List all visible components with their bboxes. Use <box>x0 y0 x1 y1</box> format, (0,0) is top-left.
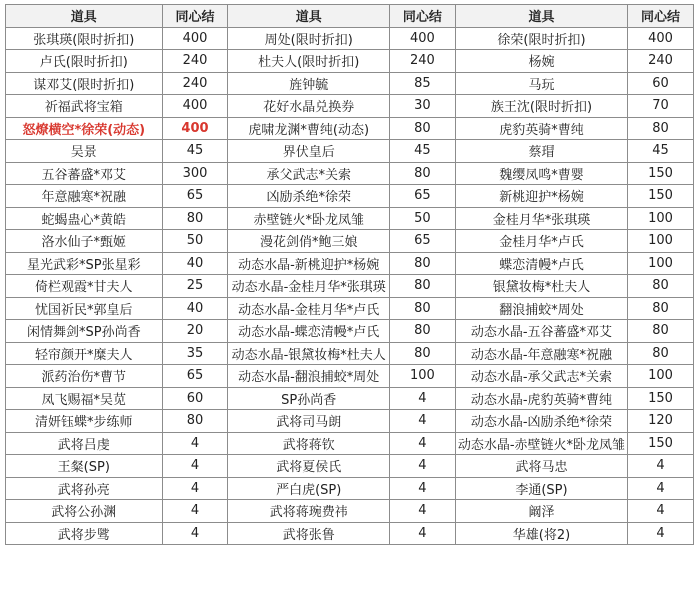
item-name-cell: 年意融寒*祝融 <box>6 185 163 208</box>
item-name-cell: 武将步骘 <box>6 522 163 545</box>
item-name-cell: 动态水晶-赤壁链火*卧龙凤雏 <box>455 432 627 455</box>
item-name-cell: 动态水晶-银黛妆梅*杜夫人 <box>228 342 390 365</box>
item-name-cell: 倚栏观霞*甘夫人 <box>6 275 163 298</box>
item-name-cell: 金桂月华*张琪瑛 <box>455 207 627 230</box>
table-row <box>6 365 694 388</box>
item-name-cell: 动态水晶-虎豹英骑*曹纯 <box>455 387 627 410</box>
item-cost-cell: 80 <box>389 117 455 140</box>
item-name-cell: 轻帘颜开*糜夫人 <box>6 342 163 365</box>
item-cost-cell: 25 <box>162 275 228 298</box>
item-name-cell: 五谷蕃盛*邓艾 <box>6 162 163 185</box>
item-cost-cell: 100 <box>628 365 694 388</box>
item-name-cell: 武将张鲁 <box>228 522 390 545</box>
table-row <box>6 387 694 410</box>
table-row <box>6 95 694 118</box>
item-name-cell: 动态水晶-翻浪捕蛟*周处 <box>228 365 390 388</box>
item-cost-cell: 4 <box>389 455 455 478</box>
item-cost-cell: 400 <box>162 95 228 118</box>
item-name-cell: 承父武志*关索 <box>228 162 390 185</box>
item-name-cell: 杨婉 <box>455 50 627 73</box>
item-name-cell: 怒燎横空*徐荣(动态) <box>6 117 163 140</box>
item-cost-cell: 80 <box>389 320 455 343</box>
item-name-cell: 漫花剑俏*鲍三娘 <box>228 230 390 253</box>
header-cost: 同心结 <box>162 5 228 28</box>
item-cost-cell: 4 <box>162 432 228 455</box>
table-row <box>6 140 694 163</box>
item-name-cell: 周处(限时折扣) <box>228 27 390 50</box>
item-cost-cell: 4 <box>389 500 455 523</box>
item-cost-cell: 4 <box>389 432 455 455</box>
table-row <box>6 27 694 50</box>
item-name-cell: 李通(SP) <box>455 477 627 500</box>
item-cost-cell: 4 <box>389 477 455 500</box>
table-row <box>6 320 694 343</box>
item-name-cell: 银黛妆梅*杜夫人 <box>455 275 627 298</box>
item-cost-cell: 80 <box>389 297 455 320</box>
table-row <box>6 72 694 95</box>
item-cost-cell: 4 <box>628 522 694 545</box>
item-name-cell: 张琪瑛(限时折扣) <box>6 27 163 50</box>
item-name-cell: 赤壁链火*卧龙凤雏 <box>228 207 390 230</box>
item-name-cell: 动态水晶-承父武志*关索 <box>455 365 627 388</box>
item-name-cell: 武将蒋钦 <box>228 432 390 455</box>
item-cost-cell: 40 <box>162 297 228 320</box>
item-name-cell: 武将公孙渊 <box>6 500 163 523</box>
item-cost-cell: 35 <box>162 342 228 365</box>
item-cost-cell: 150 <box>628 185 694 208</box>
item-cost-cell: 65 <box>389 185 455 208</box>
item-cost-cell: 240 <box>628 50 694 73</box>
item-cost-cell: 4 <box>389 410 455 433</box>
table-body <box>6 27 694 545</box>
item-cost-cell: 50 <box>162 230 228 253</box>
item-name-cell: 凶励杀绝*徐荣 <box>228 185 390 208</box>
item-name-cell: 洛水仙子*甄姬 <box>6 230 163 253</box>
item-cost-cell: 65 <box>162 185 228 208</box>
item-name-cell: 动态水晶-凶励杀绝*徐荣 <box>455 410 627 433</box>
item-name-cell: 蝶恋清幔*卢氏 <box>455 252 627 275</box>
item-name-cell: 武将蒋琬费祎 <box>228 500 390 523</box>
table-row <box>6 410 694 433</box>
item-cost-cell: 4 <box>389 387 455 410</box>
item-name-cell: 武将夏侯氏 <box>228 455 390 478</box>
item-cost-cell: 150 <box>628 387 694 410</box>
item-cost-cell: 80 <box>389 252 455 275</box>
item-cost-cell: 4 <box>162 522 228 545</box>
item-name-cell: 忧国祈民*郭皇后 <box>6 297 163 320</box>
item-cost-cell: 4 <box>628 477 694 500</box>
item-cost-cell: 4 <box>162 500 228 523</box>
item-name-cell: 派药治伤*曹节 <box>6 365 163 388</box>
item-cost-cell: 100 <box>628 252 694 275</box>
item-name-cell: 徐荣(限时折扣) <box>455 27 627 50</box>
item-cost-cell: 80 <box>389 275 455 298</box>
item-name-cell: 闲情舞剑*SP孙尚香 <box>6 320 163 343</box>
table-row <box>6 252 694 275</box>
exchange-table-container <box>5 4 694 545</box>
exchange-table <box>5 4 694 545</box>
item-cost-cell: 150 <box>628 162 694 185</box>
item-name-cell: 华雄(将2) <box>455 522 627 545</box>
item-name-cell: 杜夫人(限时折扣) <box>228 50 390 73</box>
item-name-cell: 旌钟毓 <box>228 72 390 95</box>
item-name-cell: 祈福武将宝箱 <box>6 95 163 118</box>
item-cost-cell: 80 <box>162 410 228 433</box>
header-cost: 同心结 <box>389 5 455 28</box>
item-name-cell: 动态水晶-蝶恋清幔*卢氏 <box>228 320 390 343</box>
item-name-cell: 王粲(SP) <box>6 455 163 478</box>
item-name-cell: 阚泽 <box>455 500 627 523</box>
header-item: 道具 <box>455 5 627 28</box>
item-cost-cell: 60 <box>162 387 228 410</box>
item-cost-cell: 150 <box>628 432 694 455</box>
item-name-cell: 星光武彩*SP张星彩 <box>6 252 163 275</box>
item-cost-cell: 300 <box>162 162 228 185</box>
item-cost-cell: 4 <box>628 455 694 478</box>
table-row <box>6 117 694 140</box>
item-cost-cell: 400 <box>162 27 228 50</box>
item-name-cell: 虎豹英骑*曹纯 <box>455 117 627 140</box>
item-name-cell: 蔡瑁 <box>455 140 627 163</box>
header-item: 道具 <box>6 5 163 28</box>
item-cost-cell: 65 <box>389 230 455 253</box>
item-cost-cell: 70 <box>628 95 694 118</box>
item-name-cell: 清妍钰蝶*步练师 <box>6 410 163 433</box>
item-cost-cell: 240 <box>389 50 455 73</box>
header-item: 道具 <box>228 5 390 28</box>
item-name-cell: 新桃迎护*杨婉 <box>455 185 627 208</box>
table-row <box>6 342 694 365</box>
table-row <box>6 185 694 208</box>
item-cost-cell: 400 <box>628 27 694 50</box>
table-row <box>6 50 694 73</box>
item-name-cell: 谋邓艾(限时折扣) <box>6 72 163 95</box>
header-cost: 同心结 <box>628 5 694 28</box>
item-cost-cell: 100 <box>628 207 694 230</box>
item-name-cell: 武将吕虔 <box>6 432 163 455</box>
item-cost-cell: 80 <box>628 117 694 140</box>
item-name-cell: 武将马忠 <box>455 455 627 478</box>
item-name-cell: 动态水晶-金桂月华*张琪瑛 <box>228 275 390 298</box>
item-name-cell: 凤飞赐福*吴苋 <box>6 387 163 410</box>
item-name-cell: 武将孙亮 <box>6 477 163 500</box>
item-name-cell: 金桂月华*卢氏 <box>455 230 627 253</box>
item-name-cell: 翻浪捕蛟*周处 <box>455 297 627 320</box>
item-cost-cell: 60 <box>628 72 694 95</box>
item-name-cell: 花好水晶兑换券 <box>228 95 390 118</box>
item-name-cell: 蛇蝎蛊心*黄皓 <box>6 207 163 230</box>
item-name-cell: 虎啸龙渊*曹纯(动态) <box>228 117 390 140</box>
item-name-cell: SP孙尚香 <box>228 387 390 410</box>
item-cost-cell: 45 <box>162 140 228 163</box>
item-name-cell: 族王沈(限时折扣) <box>455 95 627 118</box>
item-name-cell: 界伏皇后 <box>228 140 390 163</box>
table-row <box>6 522 694 545</box>
item-cost-cell: 4 <box>162 455 228 478</box>
item-name-cell: 动态水晶-新桃迎护*杨婉 <box>228 252 390 275</box>
item-name-cell: 卢氏(限时折扣) <box>6 50 163 73</box>
item-cost-cell: 240 <box>162 72 228 95</box>
header-row <box>6 5 694 28</box>
item-cost-cell: 80 <box>162 207 228 230</box>
item-cost-cell: 240 <box>162 50 228 73</box>
item-name-cell: 马玩 <box>455 72 627 95</box>
item-name-cell: 动态水晶-金桂月华*卢氏 <box>228 297 390 320</box>
item-cost-cell: 400 <box>389 27 455 50</box>
item-cost-cell: 4 <box>389 522 455 545</box>
item-cost-cell: 80 <box>389 162 455 185</box>
item-name-cell: 动态水晶-年意融寒*祝融 <box>455 342 627 365</box>
table-row <box>6 230 694 253</box>
item-cost-cell: 100 <box>628 230 694 253</box>
item-cost-cell: 80 <box>628 275 694 298</box>
table-row <box>6 275 694 298</box>
table-row <box>6 162 694 185</box>
item-cost-cell: 80 <box>389 342 455 365</box>
item-cost-cell: 100 <box>389 365 455 388</box>
table-row <box>6 500 694 523</box>
item-name-cell: 吴景 <box>6 140 163 163</box>
item-cost-cell: 45 <box>389 140 455 163</box>
item-cost-cell: 80 <box>628 342 694 365</box>
item-cost-cell: 40 <box>162 252 228 275</box>
table-row <box>6 432 694 455</box>
item-cost-cell: 80 <box>628 320 694 343</box>
item-cost-cell: 4 <box>162 477 228 500</box>
item-cost-cell: 20 <box>162 320 228 343</box>
item-cost-cell: 400 <box>162 117 228 140</box>
item-cost-cell: 65 <box>162 365 228 388</box>
item-cost-cell: 30 <box>389 95 455 118</box>
table-row <box>6 297 694 320</box>
item-cost-cell: 50 <box>389 207 455 230</box>
item-cost-cell: 4 <box>628 500 694 523</box>
item-name-cell: 严白虎(SP) <box>228 477 390 500</box>
item-name-cell: 魏缨凤鸣*曹婴 <box>455 162 627 185</box>
table-row <box>6 455 694 478</box>
item-cost-cell: 85 <box>389 72 455 95</box>
item-cost-cell: 80 <box>628 297 694 320</box>
item-name-cell: 武将司马朗 <box>228 410 390 433</box>
table-row <box>6 477 694 500</box>
item-cost-cell: 45 <box>628 140 694 163</box>
table-row <box>6 207 694 230</box>
item-name-cell: 动态水晶-五谷蕃盛*邓艾 <box>455 320 627 343</box>
item-cost-cell: 120 <box>628 410 694 433</box>
